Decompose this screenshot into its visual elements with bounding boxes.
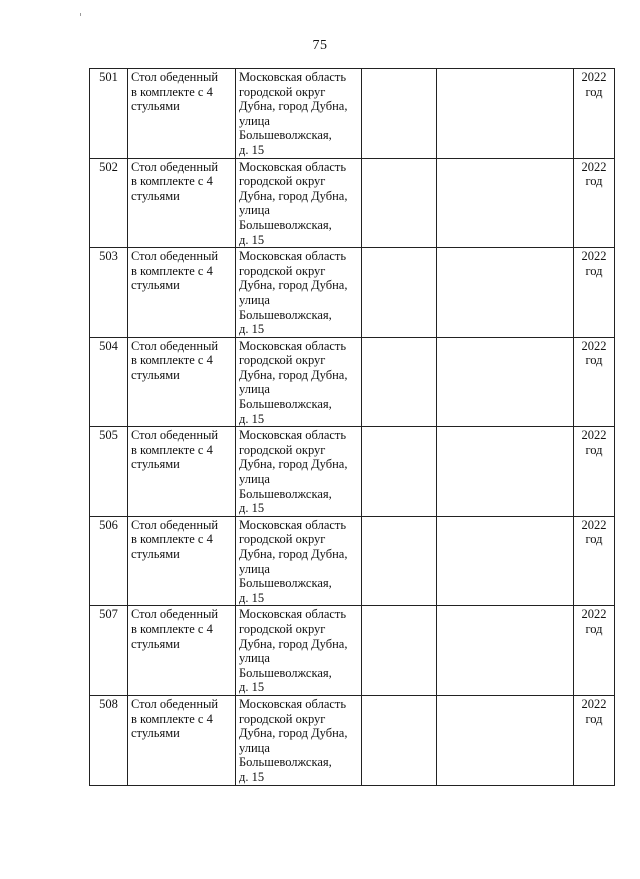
address-cell xyxy=(236,158,362,248)
item-name-cell xyxy=(128,606,236,696)
year-line: год xyxy=(585,84,603,99)
year-cell xyxy=(574,516,615,606)
item-name-line: стульями xyxy=(131,367,180,382)
address-line: д. 15 xyxy=(239,769,265,784)
address-line: городской округ xyxy=(239,621,326,636)
address-line: Дубна, город Дубна, xyxy=(239,278,348,293)
row-number-cell: 503 xyxy=(90,248,128,338)
item-name-line: в комплекте с 4 xyxy=(131,442,213,457)
item-name-line: стульями xyxy=(131,726,180,741)
address-line: Большеволжская, xyxy=(239,755,332,770)
item-name-line: в комплекте с 4 xyxy=(131,532,213,547)
address-line: д. 15 xyxy=(239,322,265,337)
item-name-line: стульями xyxy=(131,457,180,472)
item-name-line: Стол обеденный xyxy=(131,428,219,443)
empty-cell-col5 xyxy=(437,158,574,248)
row-number-cell: 507 xyxy=(90,606,128,696)
empty-cell-col5 xyxy=(437,427,574,517)
address-line: Дубна, город Дубна, xyxy=(239,99,348,114)
item-name-line: Стол обеденный xyxy=(131,338,219,353)
empty-cell-col4 xyxy=(362,248,437,338)
item-name-line: в комплекте с 4 xyxy=(131,174,213,189)
year-cell xyxy=(574,69,615,159)
address-line: улица xyxy=(239,651,270,666)
table-row xyxy=(90,69,615,159)
address-line: улица xyxy=(239,561,270,576)
item-name-line: в комплекте с 4 xyxy=(131,621,213,636)
inventory-table xyxy=(89,68,615,786)
address-cell xyxy=(236,427,362,517)
address-line: Большеволжская, xyxy=(239,486,332,501)
item-name-line: стульями xyxy=(131,188,180,203)
address-line: д. 15 xyxy=(239,590,265,605)
address-cell xyxy=(236,606,362,696)
year-line: 2022 xyxy=(581,159,607,174)
address-line: городской округ xyxy=(239,84,326,99)
table-row xyxy=(90,695,615,785)
empty-cell-col4 xyxy=(362,516,437,606)
item-name-cell xyxy=(128,248,236,338)
item-name-line: в комплекте с 4 xyxy=(131,84,213,99)
item-name-line: Стол обеденный xyxy=(131,70,219,84)
address-line: Московская область xyxy=(239,249,347,264)
table-row xyxy=(90,427,615,517)
empty-cell-col5 xyxy=(437,695,574,785)
item-name-line: стульями xyxy=(131,547,180,561)
address-line: улица xyxy=(239,292,270,307)
row-number-cell: 502 xyxy=(90,158,128,248)
year-line: год xyxy=(585,532,603,547)
empty-cell-col5 xyxy=(437,337,574,427)
address-line: городской округ xyxy=(239,174,326,189)
table-row xyxy=(90,248,615,338)
address-line: Московская область xyxy=(239,338,347,353)
address-line: Большеволжская, xyxy=(239,128,332,143)
year-cell xyxy=(574,606,615,696)
address-line: городской округ xyxy=(239,442,326,457)
item-name-cell xyxy=(128,516,236,606)
empty-cell-col4 xyxy=(362,69,437,159)
address-line: Московская область xyxy=(239,517,347,532)
item-name-line: Стол обеденный xyxy=(131,517,219,532)
address-cell xyxy=(236,337,362,427)
table-row xyxy=(90,158,615,248)
year-line: год xyxy=(585,174,603,189)
table-row xyxy=(90,606,615,696)
item-name-cell xyxy=(128,158,236,248)
year-line: год xyxy=(585,442,603,457)
address-line: Дубна, город Дубна, xyxy=(239,547,348,561)
address-line: д. 15 xyxy=(239,232,265,247)
year-line: 2022 xyxy=(581,70,607,84)
page-number: 75 xyxy=(312,38,328,53)
empty-cell-col4 xyxy=(362,606,437,696)
address-line: городской округ xyxy=(239,263,326,278)
row-number-cell: 501 xyxy=(90,69,128,159)
table-row xyxy=(90,516,615,606)
address-line: Дубна, город Дубна, xyxy=(239,367,348,382)
address-line: Московская область xyxy=(239,159,347,174)
year-line: 2022 xyxy=(581,249,607,264)
address-line: Московская область xyxy=(239,428,347,443)
row-number-cell: 505 xyxy=(90,427,128,517)
year-line: год xyxy=(585,353,603,368)
item-name-cell xyxy=(128,695,236,785)
item-name-line: стульями xyxy=(131,99,180,114)
item-name-line: в комплекте с 4 xyxy=(131,353,213,368)
address-line: Московская область xyxy=(239,696,347,711)
item-name-line: Стол обеденный xyxy=(131,696,219,711)
address-line: Большеволжская, xyxy=(239,576,332,591)
empty-cell-col4 xyxy=(362,337,437,427)
row-number-cell: 506 xyxy=(90,516,128,606)
address-line: Большеволжская, xyxy=(239,397,332,412)
empty-cell-col5 xyxy=(437,516,574,606)
address-line: улица xyxy=(239,472,270,487)
year-line: год xyxy=(585,621,603,636)
item-name-line: Стол обеденный xyxy=(131,607,219,622)
empty-cell-col4 xyxy=(362,695,437,785)
address-line: Дубна, город Дубна, xyxy=(239,726,348,741)
address-line: городской округ xyxy=(239,353,326,368)
item-name-cell xyxy=(128,69,236,159)
address-line: Московская область xyxy=(239,70,347,84)
address-line: Большеволжская, xyxy=(239,307,332,322)
address-line: городской округ xyxy=(239,711,326,726)
address-cell xyxy=(236,516,362,606)
item-name-line: стульями xyxy=(131,278,180,293)
empty-cell-col4 xyxy=(362,158,437,248)
address-cell xyxy=(236,248,362,338)
year-line: 2022 xyxy=(581,696,607,711)
year-cell xyxy=(574,337,615,427)
address-cell xyxy=(236,69,362,159)
item-name-cell xyxy=(128,427,236,517)
item-name-line: в комплекте с 4 xyxy=(131,263,213,278)
address-line: Большеволжская, xyxy=(239,665,332,680)
item-name-cell xyxy=(128,337,236,427)
address-cell xyxy=(236,695,362,785)
address-line: городской округ xyxy=(239,532,326,547)
empty-cell-col5 xyxy=(437,606,574,696)
year-cell xyxy=(574,695,615,785)
year-cell xyxy=(574,248,615,338)
row-number-cell: 504 xyxy=(90,337,128,427)
address-line: Дубна, город Дубна, xyxy=(239,457,348,472)
scan-speck xyxy=(80,13,81,16)
address-line: Московская область xyxy=(239,607,347,622)
empty-cell-col4 xyxy=(362,427,437,517)
item-name-line: стульями xyxy=(131,636,180,651)
item-name-line: Стол обеденный xyxy=(131,159,219,174)
table-body xyxy=(90,69,615,786)
address-line: улица xyxy=(239,382,270,397)
address-line: Большеволжская, xyxy=(239,217,332,232)
year-cell xyxy=(574,158,615,248)
address-line: д. 15 xyxy=(239,501,265,516)
address-line: Дубна, город Дубна, xyxy=(239,188,348,203)
year-line: 2022 xyxy=(581,517,607,532)
table-row xyxy=(90,337,615,427)
year-cell xyxy=(574,427,615,517)
address-line: улица xyxy=(239,203,270,218)
item-name-line: в комплекте с 4 xyxy=(131,711,213,726)
address-line: д. 15 xyxy=(239,680,265,695)
address-line: д. 15 xyxy=(239,411,265,426)
address-line: Дубна, город Дубна, xyxy=(239,636,348,651)
year-line: 2022 xyxy=(581,338,607,353)
year-line: год xyxy=(585,263,603,278)
address-line: улица xyxy=(239,113,270,128)
empty-cell-col5 xyxy=(437,69,574,159)
year-line: 2022 xyxy=(581,428,607,443)
address-line: д. 15 xyxy=(239,142,265,157)
year-line: год xyxy=(585,711,603,726)
row-number-cell: 508 xyxy=(90,695,128,785)
year-line: 2022 xyxy=(581,607,607,622)
empty-cell-col5 xyxy=(437,248,574,338)
address-line: улица xyxy=(239,740,270,755)
item-name-line: Стол обеденный xyxy=(131,249,219,264)
